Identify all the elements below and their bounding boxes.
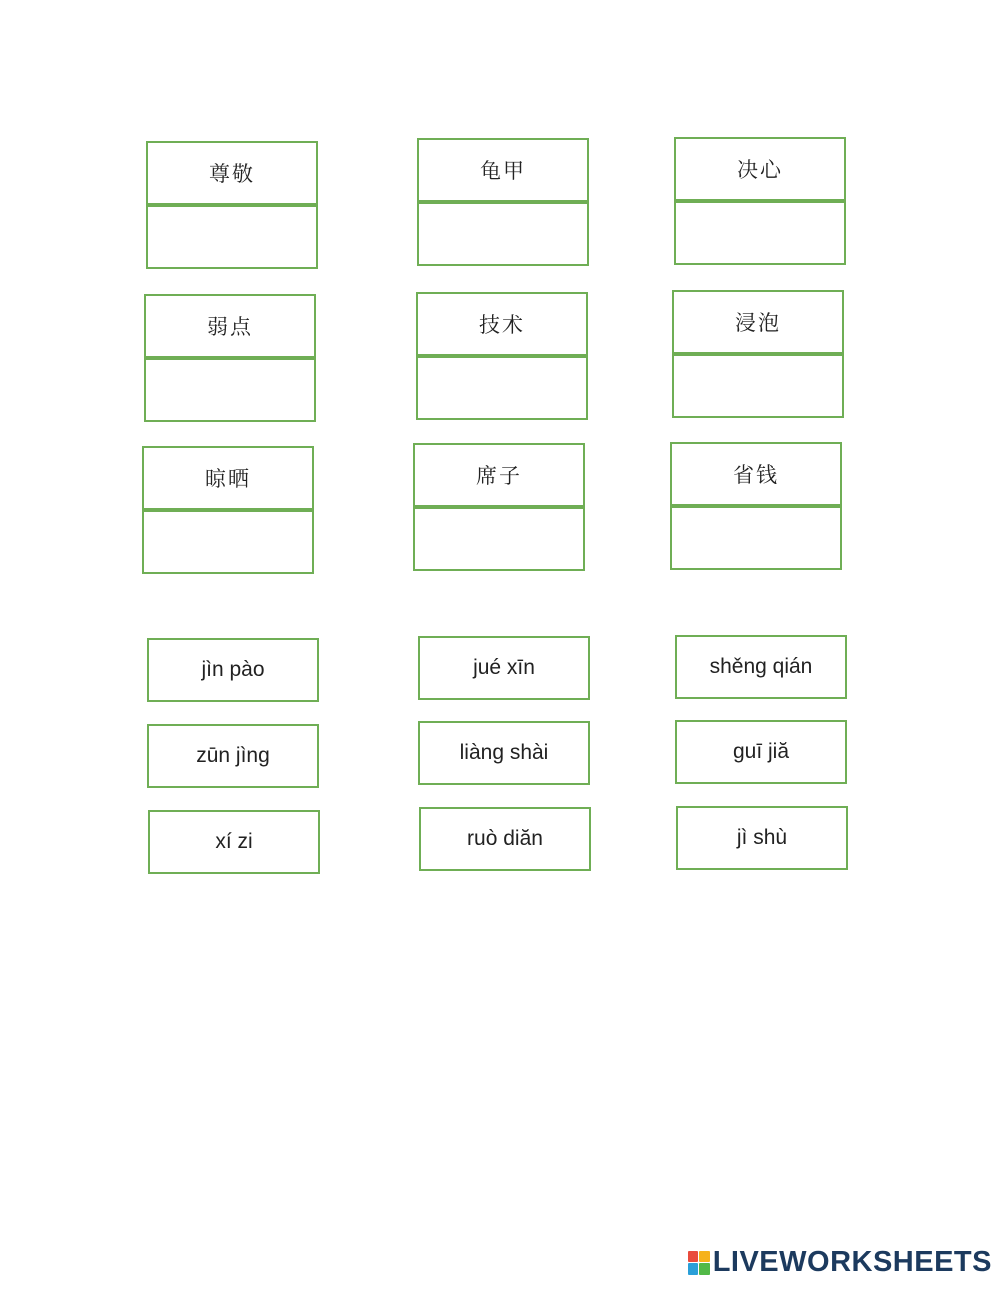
pinyin-option[interactable]: zūn jìng	[147, 724, 319, 788]
answer-drop-box[interactable]	[672, 354, 844, 418]
pinyin-option[interactable]: ruò diăn	[419, 807, 591, 871]
logo-square-red	[688, 1251, 699, 1263]
word-card: 浸泡	[672, 290, 844, 354]
pinyin-option[interactable]: jué xīn	[418, 636, 590, 700]
answer-drop-box[interactable]	[144, 358, 316, 422]
pinyin-option[interactable]: shěng qián	[675, 635, 847, 699]
word-card: 弱点	[144, 294, 316, 358]
pinyin-option[interactable]: liàng shài	[418, 721, 590, 785]
answer-drop-box[interactable]	[674, 201, 846, 265]
pinyin-option[interactable]: guī jiă	[675, 720, 847, 784]
word-card: 省钱	[670, 442, 842, 506]
answer-drop-box[interactable]	[417, 202, 589, 266]
word-card: 龟甲	[417, 138, 589, 202]
word-card: 技术	[416, 292, 588, 356]
answer-drop-box[interactable]	[413, 507, 585, 571]
pinyin-option[interactable]: jìn pào	[147, 638, 319, 702]
pinyin-option[interactable]: xí zi	[148, 810, 320, 874]
word-card: 晾晒	[142, 446, 314, 510]
word-card: 席子	[413, 443, 585, 507]
logo-square-blue	[688, 1263, 699, 1275]
liveworksheets-logo	[688, 1246, 992, 1279]
pinyin-option[interactable]: jì shù	[676, 806, 848, 870]
answer-drop-box[interactable]	[416, 356, 588, 420]
answer-drop-box[interactable]	[142, 510, 314, 574]
logo-square-green	[699, 1263, 710, 1275]
logo-text: LIVEWORKSHEETS	[712, 1246, 992, 1278]
logo-square-yellow	[699, 1251, 710, 1263]
word-card: 尊敬	[146, 141, 318, 205]
answer-drop-box[interactable]	[670, 506, 842, 570]
logo-mark-icon	[688, 1251, 710, 1275]
word-card: 决心	[674, 137, 846, 201]
answer-drop-box[interactable]	[146, 205, 318, 269]
